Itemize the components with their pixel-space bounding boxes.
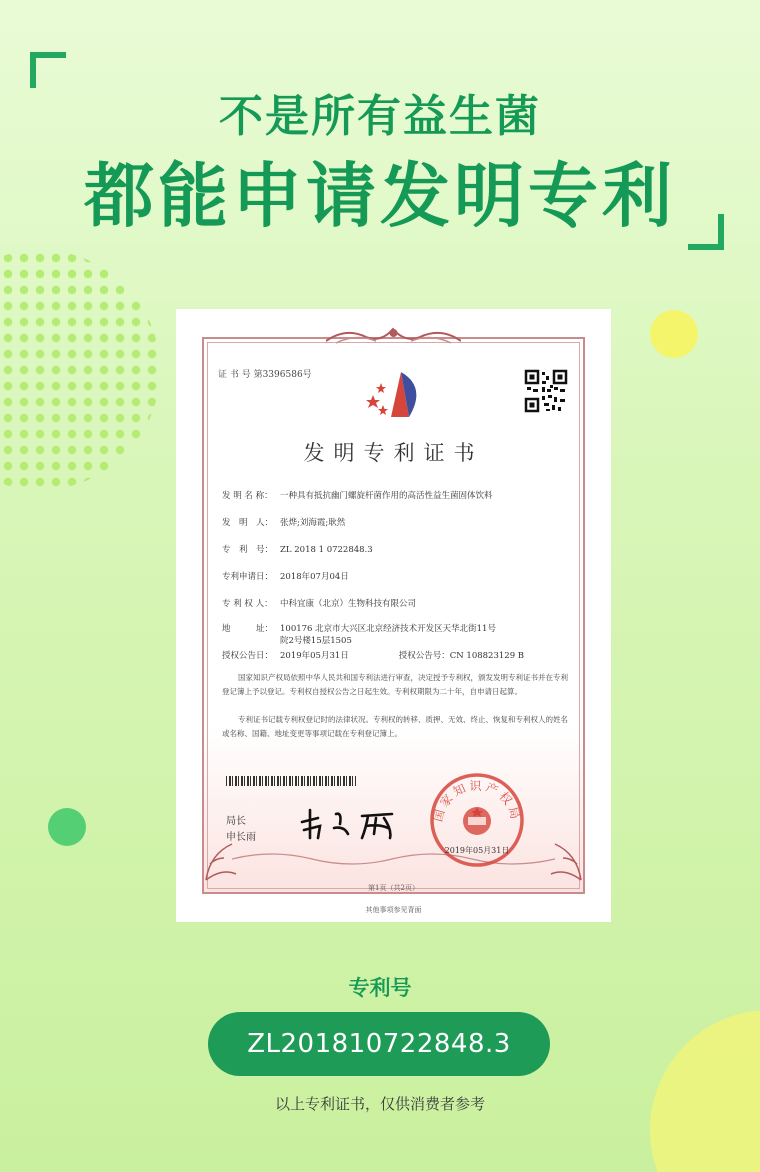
field-application-date: 专利申请日： 2018年07月04日 [222,572,349,582]
field-grant-date: 授权公告日： 2019年05月31日 授权公告号：CN 108823129 B [222,651,525,661]
patent-number-label: 专利号 [348,976,412,1000]
handwritten-signature [296,804,406,844]
field-patent-number: 专 利 号： ZL 2018 1 0722848.3 [222,545,373,555]
green-dot-decoration [48,808,86,846]
yellow-dot-decoration [650,310,698,358]
disclaimer-text: 以上专利证书，仅供消费者参考 [274,1095,485,1113]
field-inventor: 发 明 人： 张烨;刘海霞;耿然 [222,518,346,528]
certificate-footer-note: 其他事项参见背面 [365,906,422,914]
dotted-circle-decoration [0,250,160,490]
headline-line-2: 都能申请发明专利 [84,155,676,237]
certificate-number: 证 书 号 第3396586号 [218,370,312,380]
certificate-paragraph-2: 专利证书记载专利权登记时的法律状况。专利权的转移、质押、无效、终止、恢复和专利权人的姓名或名称、国籍、地址变更等事项记载在专利登记簿上。 [222,715,568,738]
field-patentee: 专 利 权 人： 中科宜康（北京）生物科技有限公司 [222,599,417,609]
top-ornament-icon [326,323,461,347]
signer-title: 局长 [226,816,246,827]
page-number: 第1页（共2页） [368,884,419,892]
field-invention-name: 发 明 名 称： 一种具有抵抗幽门螺旋杆菌作用的高活性益生菌固体饮料 [222,491,493,501]
svg-text:国家知识产权局: 国家知识产权局 [430,779,524,824]
patent-certificate-image [176,309,611,922]
certificate-paragraph-1: 国家知识产权局依照中华人民共和国专利法进行审查，决定授予专利权，颁发发明专利证书并在专利登记簿上予以登记。专利权自授权公告之日起生效。专利权期限为二十年，自申请日起算。 [222,673,568,696]
qr-code-icon [524,369,568,413]
svg-text:2019年05月31日: 2019年05月31日 [444,846,510,855]
certificate-title: 发明专利证书 [303,441,484,465]
headline-line-1: 不是所有益生菌 [219,91,541,142]
yellow-circle-decoration [650,1010,760,1172]
patent-office-logo-icon [361,367,431,422]
signer-name: 申长雨 [226,832,256,843]
field-address-cont: 院2号楼15层1505 [280,636,352,646]
barcode-icon [226,776,356,786]
field-address: 地 址： 100176 北京市大兴区北京经济技术开发区天华北街11号 [222,624,496,634]
official-seal-icon [428,771,526,869]
patent-number-badge: ZL201810722848.3 [208,1012,550,1076]
